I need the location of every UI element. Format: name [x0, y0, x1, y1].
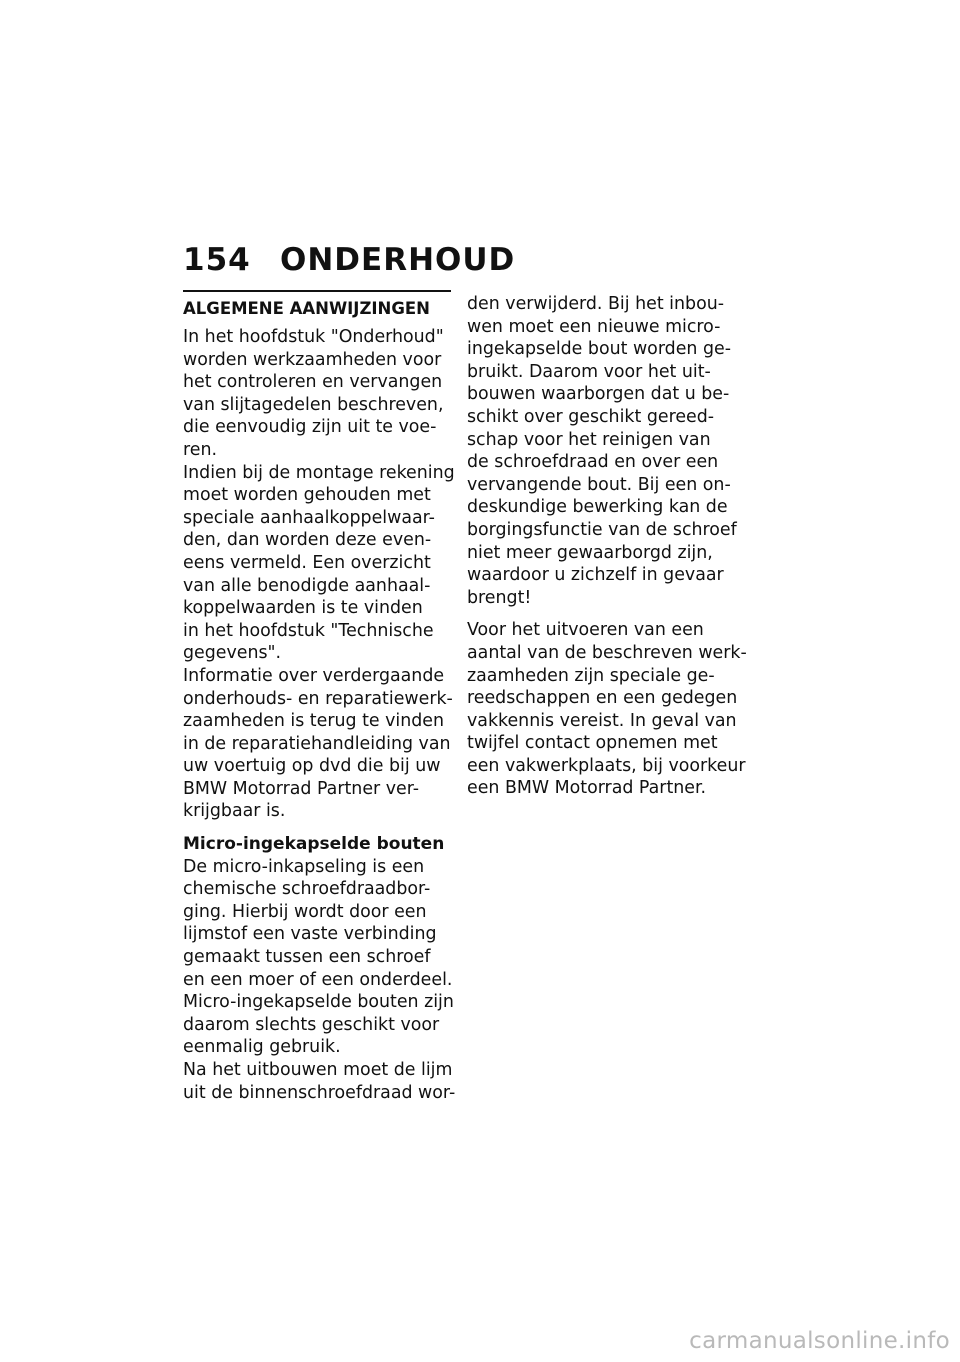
text-line: twijfel contact opnemen met [467, 733, 718, 754]
text-line: van alle benodigde aanhaal- [183, 575, 431, 596]
text-line: Indien bij de montage rekening [183, 462, 455, 483]
text-line: schikt over geschikt gereed- [467, 406, 715, 427]
text-line: uit de binnenschroefdraad wor- [183, 1082, 456, 1103]
text-line: en een moer of een onderdeel. [183, 969, 453, 990]
text-line: schap voor het reinigen van [467, 429, 711, 450]
subheading-micro-bolts: Micro-ingekapselde bouten [183, 834, 445, 855]
text-line: wen moet een nieuwe micro- [467, 316, 721, 337]
text-line: In het hoofdstuk "Onderhoud" [183, 327, 444, 347]
text-line: borgingsfunctie van de schroef [467, 519, 737, 540]
section-rule [183, 290, 451, 292]
paragraph-removal [183, 1059, 456, 1104]
chapter-title: ONDERHOUD [280, 242, 516, 278]
text-line: den verwijderd. Bij het inbou- [467, 294, 725, 314]
paragraph-intro [183, 326, 453, 462]
text-line: eens vermeld. Een overzicht [183, 552, 431, 573]
text-line: Na het uitbouwen moet de lijm [183, 1060, 453, 1080]
paragraph-micro-encapsulation [183, 856, 453, 992]
right-column [467, 293, 747, 800]
watermark: carmanualsonline.info [689, 1328, 950, 1354]
text-line: den, dan worden deze even- [183, 530, 432, 551]
text-line: aantal van de beschreven werk- [467, 642, 747, 663]
paragraph-removal-continued [467, 293, 737, 609]
text-line: ingekapselde bout worden ge- [467, 339, 731, 360]
text-line: daarom slechts geschikt voor [183, 1014, 440, 1035]
text-line: krijgbaar is. [183, 801, 286, 822]
text-line: zaamheden zijn speciale ge- [467, 665, 715, 686]
text-line: reedschappen en een gedegen [467, 688, 738, 709]
text-line: moet worden gehouden met [183, 485, 431, 506]
text-line: niet meer gewaarborgd zijn, [467, 542, 713, 563]
text-line: zaamheden is terug te vinden [183, 711, 445, 732]
text-line: ging. Hierbij wordt door een [183, 901, 427, 922]
text-line: een BMW Motorrad Partner. [467, 778, 707, 799]
text-line: eenmalig gebruik. [183, 1037, 341, 1058]
text-line: gemaakt tussen een schroef [183, 947, 431, 968]
paragraph-torque [183, 462, 453, 665]
text-line: het controleren en vervangen [183, 372, 443, 393]
text-line: De micro-inkapseling is een [183, 856, 425, 877]
text-line: bruikt. Daarom voor het uit- [467, 361, 711, 382]
text-line: Voor het uitvoeren van een [467, 620, 704, 641]
text-line: deskundige bewerking kan de [467, 497, 728, 518]
text-line: Informatie over verdergaande [183, 665, 445, 686]
left-column [183, 290, 456, 1104]
text-line: vervangende bout. Bij een on- [467, 474, 731, 495]
text-line: uw voertuig op dvd die bij uw [183, 756, 441, 777]
text-line: waardoor u zichzelf in gevaar [467, 565, 724, 586]
text-line: die eenvoudig zijn uit te voe- [183, 417, 437, 438]
text-line: BMW Motorrad Partner ver- [183, 778, 420, 799]
text-line: lijmstof een vaste verbinding [183, 924, 437, 945]
text-line: brengt! [467, 587, 532, 608]
text-line: speciale aanhaalkoppelwaar- [183, 507, 435, 528]
text-line: onderhouds- en reparatiewerk- [183, 688, 453, 709]
text-line: koppelwaarden is te vinden [183, 598, 423, 619]
text-line: de schroefdraad en over een [467, 452, 719, 473]
text-line: in de reparatiehandleiding van [183, 733, 451, 754]
text-line: vakkennis vereist. In geval van [467, 710, 737, 731]
text-line: in het hoofdstuk "Technische [183, 620, 434, 641]
text-line: een vakwerkplaats, bij voorkeur [467, 755, 746, 776]
text-line: gegevens". [183, 643, 282, 664]
paragraph-repair-info [183, 665, 453, 823]
page-number: 154 [183, 242, 251, 278]
paragraph-special-tools [467, 619, 747, 800]
section-title: ALGEMENE AANWIJZINGEN [183, 299, 430, 318]
text-line: ren. [183, 439, 218, 460]
text-line: worden werkzaamheden voor [183, 349, 442, 370]
paragraph-single-use [183, 991, 453, 1059]
text-line: bouwen waarborgen dat u be- [467, 384, 730, 405]
text-line: van slijtagedelen beschreven, [183, 394, 444, 415]
page-header [183, 240, 515, 280]
text-line: chemische schroefdraadbor- [183, 879, 431, 900]
text-line: Micro-ingekapselde bouten zijn [183, 992, 454, 1013]
